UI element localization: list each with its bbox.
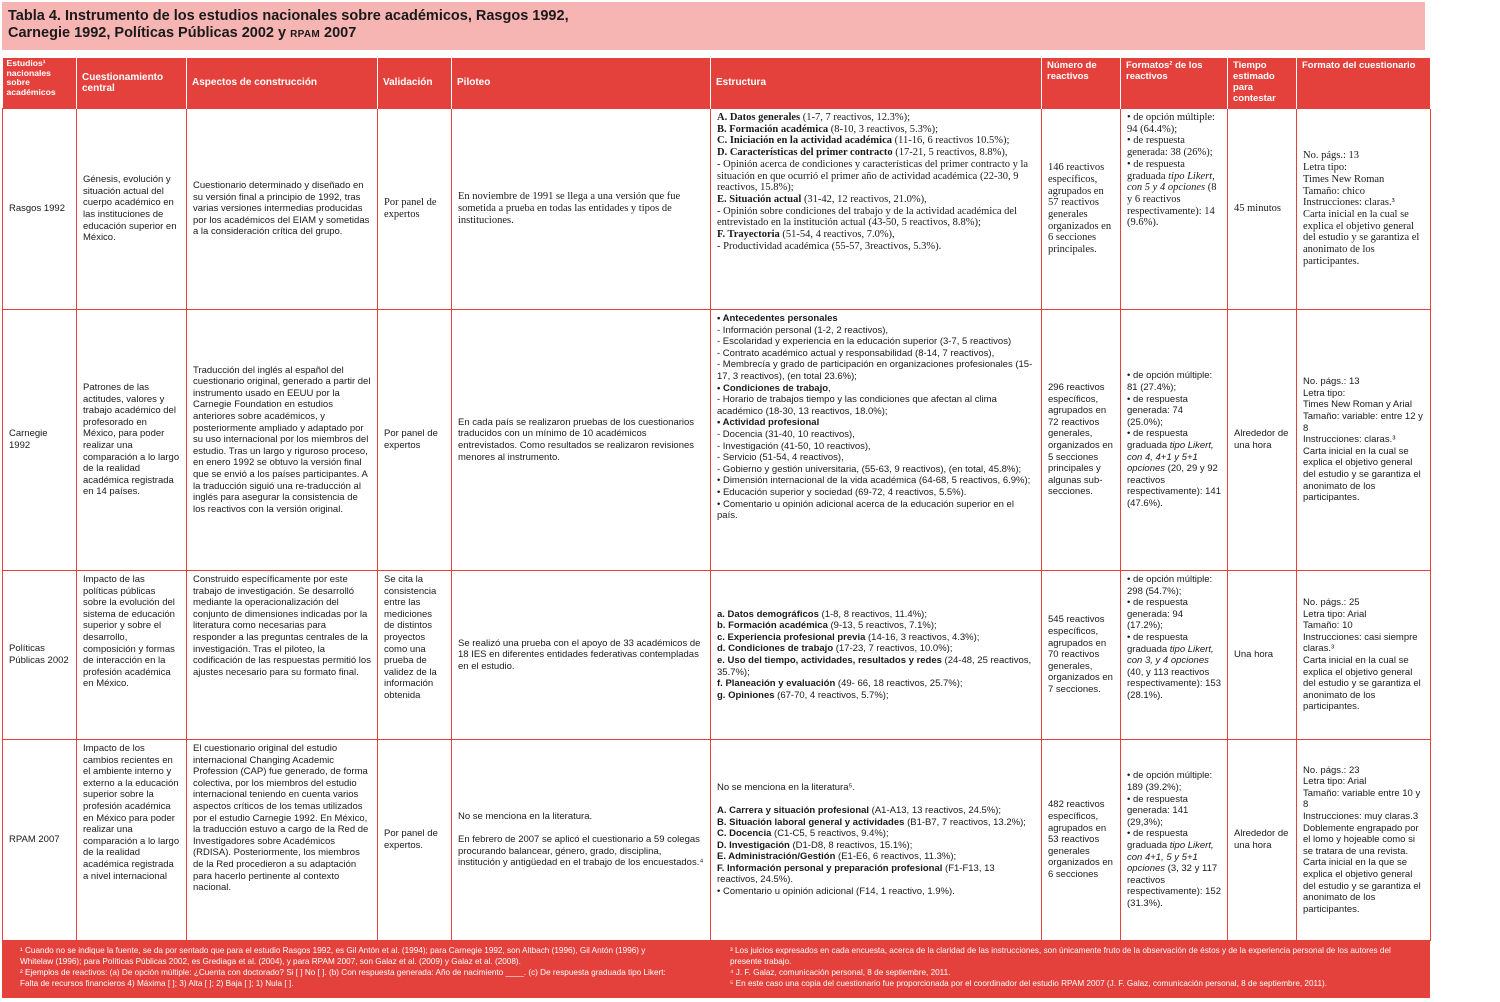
estructura-item [717, 475, 1035, 487]
cell-piloteo: Se realizó una prueba con el apoyo de 33 académicos de 18 IES en diferentes entidades federativas contempladas en el estudio. [452, 571, 711, 740]
cell-aspectos: El cuestionario original del estudio internacional Changing Academic Profession (CAP) fue generado, de forma colectiva, por los miembros del estudio internacional teniendo en cuenta varios aspectos críticos de los temas utilizados por el estudio Carnegie 1992. En México, la traducción estuvo a cargo de la Red de Investigadores sobre Académicos (RDISA). Posteriormente, los miembros de la Red procedieron a su adaptación para hacerlo pertinente al contexto nacional. [187, 740, 378, 941]
estructura-item [717, 452, 1035, 464]
footnote-2: ² Ejemplos de reactivos: (a) De opción múltiple: ¿Cuenta con doctorado? Si [ ] No [ ]. (b) Con respuesta generada: Año de nacimiento ____. (c) De respuesta graduada tipo Likert: Falta de recursos financieros 4) Máxima [ ]; 3) Alta [ ]; 2) Baja [ ]; 1) Nula [ ]. [20, 968, 666, 988]
estructura-item [717, 632, 1035, 644]
formato-item: • de respuesta graduada tipo Likert, con 3, y 4 opciones (40, y 113 reactivos respectivamente): 153 (28.1%). [1127, 631, 1221, 701]
formato-item: • de respuesta graduada tipo Likert, con 5 y 4 opciones (8 y 6 reactivos respectivamente): 14 (9.6%). [1127, 158, 1217, 229]
formato-cuestionario-line: Times New Roman y Arial [1303, 399, 1412, 411]
formato-cuestionario-line: Times New Roman [1303, 173, 1385, 185]
formato-cuestionario-line: No. págs.: 25 [1303, 597, 1360, 609]
cell-aspectos: Construido específicamente por este trabajo de investigación. Se desarrolló mediante la operacionalización del conjunto de dimensiones indicadas por la literatura como necesarias para responder a las preguntas centrales de la investigación. Tras el piloteo, la codificación de las respuestas permitió los ajustes necesario para su formato final. [187, 571, 378, 740]
formato-cuestionario-line: Letra tipo: Arial [1303, 776, 1367, 788]
formato-cuestionario-line: Tamaño: 10 [1303, 620, 1353, 632]
formato-cuestionario-line: Carta inicial en la cual se explica el objetivo general del estudio y se garantiza el anonimato de los participantes. [1303, 445, 1421, 504]
cell-formatos [1121, 740, 1228, 941]
estructura-section-detail: (67-70, 4 reactivos, 5.7%); [774, 689, 889, 701]
formato-cuestionario-line: Carta inicial en la cual se explica el objetivo general del estudio y se garantiza el anonimato de los participantes. [1303, 655, 1421, 713]
estructura-item [717, 336, 1035, 348]
estructura-item [717, 620, 1035, 632]
estructura-section-label: B. Situación laboral general y actividades [717, 816, 905, 828]
formato-item: • de opción múltiple: 81 (27.4%); [1127, 370, 1213, 394]
estructura-item [717, 840, 1035, 852]
formato-cuestionario-line: Instrucciones: casi siempre claras.³ [1303, 631, 1418, 655]
cell-tiempo: Alrededor de una hora [1228, 740, 1297, 941]
estructura-item [717, 112, 1035, 124]
estructura-section-label: D. Características del primer contracto [717, 147, 893, 159]
footnote-3: ³ Los juicios expresados en cada encuesta, acerca de la claridad de las instrucciones, son únicamente fruto de la observación de éstos y de la experiencia personal de los autores del presente trabajo. [730, 946, 1391, 966]
estructura-section-label: B. Formación académica [717, 123, 829, 135]
title-line-2-pre: Carnegie 1992, Políticas Públicas 2002 y [8, 25, 291, 41]
estructura-item [717, 206, 1035, 229]
table-row [3, 109, 1431, 310]
cell-piloteo [452, 740, 711, 941]
header-cuestionamiento: Cuestionamiento central [77, 58, 187, 109]
estructura-section-detail: (24-48, 25 reactivos, 35.7%); [717, 655, 1032, 678]
estructura-section-detail: - Docencia (31-40, 10 reactivos), [717, 428, 855, 440]
estructura-section-detail: - Horario de trabajos tiempo y las condiciones que afectan al clima académico (18-30, 13 reactivos, 18.0%); [717, 394, 997, 417]
table-row [3, 740, 1431, 941]
cell-numero: 545 reactivos específicos, agrupados en 70 reactivos generales, organizados en 7 secciones. [1042, 571, 1121, 740]
cell-tiempo: Alrededor de una hora [1228, 310, 1297, 571]
footnotes-left [20, 945, 670, 989]
estructura-item [717, 863, 1035, 886]
formato-cuestionario-line: Instrucciones: claras.³ [1303, 434, 1396, 446]
formato-item: • de respuesta generada: 94 (17.2%); [1127, 597, 1188, 632]
estructura-section-detail: (1-7, 7 reactivos, 12.3%); [800, 112, 911, 123]
formato-cuestionario-line: Carta inicial en la que se explica el objetivo general del estudio y se garantiza el anonimato de los participantes. [1303, 857, 1421, 915]
cell-estructura [711, 109, 1042, 310]
cell-formato-cuestionario [1297, 109, 1431, 310]
estructura-item [717, 441, 1035, 453]
estructura-section-detail: (1-8, 8 reactivos, 11.4%); [818, 608, 927, 620]
cell-numero: 146 reactivos específicos, agrupados en 57 reactivos generales organizados en 6 secciones principales. [1042, 109, 1121, 310]
formato-cuestionario-line: No. págs.: 13 [1303, 150, 1359, 162]
estructura-section-label: g. Opiniones [717, 689, 775, 701]
table-row [3, 310, 1431, 571]
estructura-section-detail: (D1-D8, 8 reactivos, 15.1%); [789, 839, 913, 851]
header-formatos: Formatos² de los reactivos [1121, 58, 1228, 109]
table-body [3, 109, 1431, 941]
cell-estructura [711, 740, 1042, 941]
estructura-item [717, 194, 1035, 206]
estructura-item [717, 313, 1035, 325]
instrument-table [2, 58, 1431, 941]
cell-numero: 296 reactivos específicos, agrupados en 72 reactivos generales, organizados en 5 secciones principales y algunas sub-secciones. [1042, 310, 1121, 571]
estructura-section-label: d. Condiciones de trabajo [717, 643, 834, 655]
cell-formato-cuestionario [1297, 310, 1431, 571]
cell-cuestionamiento: Génesis, evolución y situación actual del cuerpo académico en las instituciones de educación superior en México. [77, 109, 187, 310]
estructura-item [717, 886, 1035, 898]
cell-estructura [711, 310, 1042, 571]
estructura-item [717, 417, 1035, 429]
formato-item: • de opción múltiple: 189 (39.2%); [1127, 770, 1213, 794]
estructura-section-detail: • Comentario u opinión adicional (F14, 1 reactivo, 1.9%). [717, 886, 955, 898]
estructura-section-detail: (9-13, 5 reactivos, 7.1%); [827, 620, 937, 632]
estructura-section-label: • Antecedentes personales [717, 313, 838, 324]
formato-cuestionario-line: Tamaño: variable entre 10 y 8 [1303, 787, 1421, 811]
formato-item: • de respuesta generada: 38 (26%); [1127, 135, 1213, 159]
cell-estudio: RPAM 2007 [3, 740, 77, 941]
estructura-section-detail: (17-21, 5 reactivos, 8.8%), [892, 147, 1008, 159]
formato-item: • de respuesta generada: 141 (29,3%); [1127, 793, 1189, 828]
estructura-section-detail: (14-16, 3 reactivos, 4.3%); [865, 631, 980, 643]
estructura-section-label: • Condiciones de trabajo [717, 382, 829, 394]
estructura-section-detail: (11-16, 6 reactivos 10.5%); [892, 135, 1010, 147]
formato-item: • de respuesta graduada tipo Likert, con 4+1, 5 y 5+1 opciones (3, 32 y 117 reactivos respectivamente): 152 (31.3%). [1127, 828, 1221, 909]
formato-item: • de respuesta generada: 74 (25.0%); [1127, 393, 1188, 428]
estructura-item [717, 383, 1035, 395]
estructura-item [717, 499, 1035, 522]
estructura-section-detail: • Comentario u opinión adicional acerca de la educación superior en el país. [717, 498, 1014, 522]
formato-item: • de opción múltiple: 298 (54.7%); [1127, 574, 1213, 597]
estructura-section-label: E. Situación actual [717, 193, 802, 205]
estructura-section-detail: - Contrato académico actual y responsabilidad (8-14, 7 reactivos), [717, 347, 995, 359]
cell-cuestionamiento: Impacto de los cambios recientes en el ambiente interno y externo a la educación superior sobre la profesión académica en México para poder realizar una comparación a lo largo de la realidad académica registrada a nivel internacional [77, 740, 187, 941]
estructura-section-detail: (17-23, 7 reactivos, 10.0%); [833, 643, 953, 655]
table-row [3, 571, 1431, 740]
estructura-section-label: E. Administración/Gestión [717, 851, 836, 863]
estructura-item [717, 828, 1035, 840]
estructura-item [717, 394, 1035, 417]
estructura-section-detail: - Gobierno y gestión universitaria, (55-63, 9 reactivos), (en total, 45.8%); [717, 463, 1022, 475]
footnote-1: ¹ Cuando no se indique la fuente, se da por sentado que para el estudio Rasgos 1992, es Gil Antón et al. (1994); para Carnegie 1992, son Altbach (1996), Gil Antón (1996) y Whitelaw (1996); para Políticas Públicas 2002, es Grediaga et al. (2004), y para RPAM 2007, son Galaz et al. (2009) y Galaz et al. (2008). [20, 946, 646, 966]
cell-validacion: Por panel de expertos [378, 109, 452, 310]
estructura-section-label: D. Investigación [717, 839, 790, 851]
cell-validacion: Se cita la consistencia entre las mediciones de distintos proyectos como una prueba de validez de la información obtenida [378, 571, 452, 740]
cell-formato-cuestionario [1297, 740, 1431, 941]
footnote-4: ⁴ J. F. Galaz, comunicación personal, 8 de septiembre, 2011. [730, 968, 951, 977]
estructura-item [717, 487, 1035, 499]
formato-cuestionario-line: Letra tipo: [1303, 387, 1346, 399]
cell-formatos [1121, 310, 1228, 571]
table-title-box [2, 2, 1425, 50]
estructura-section-detail: (49- 66, 18 reactivos, 25.7%); [835, 678, 963, 690]
estructura-section-detail: - Opinión sobre condiciones del trabajo y de la actividad académica del entrevistado en la institución actual (43-50, 5 reactivos, 8.8%); [717, 205, 1018, 229]
table-title-line-1: Tabla 4. Instrumento de los estudios nacionales sobre académicos, Rasgos 1992, [8, 8, 569, 24]
header-validacion: Validación [378, 58, 452, 109]
cell-formatos [1121, 109, 1228, 310]
cell-piloteo: En noviembre de 1991 se llega a una versión que fue sometida a prueba en todas las entidades y tipos de instituciones. [452, 109, 711, 310]
cell-piloteo: En cada país se realizaron pruebas de los cuestionarios traducidos con un mínimo de 10 académicos entrevistados. Como resultados se realizaron revisiones menores al instrumento. [452, 310, 711, 571]
cell-validacion: Por panel de expertos. [378, 740, 452, 941]
estructura-section-detail: - Servicio (51-54, 4 reactivos), [717, 452, 844, 464]
estructura-item [717, 817, 1035, 829]
header-estructura: Estructura [711, 58, 1042, 109]
estructura-section-label: a. Datos demográficos [717, 608, 819, 620]
estructura-item [717, 429, 1035, 441]
footnotes-right [730, 945, 1420, 989]
footnote-5: ⁵ En este caso una copia del cuestionario fue proporcionada por el coordinador del estudio RPAM 2007 (J. F. Galaz, comunicación personal, 8 de septiembre, 2011). [730, 979, 1328, 988]
estructura-item [717, 325, 1035, 337]
estructura-item [717, 805, 1035, 817]
piloteo-detail: En febrero de 2007 se aplicó el cuestionario a 59 colegas procurando balancear, género, grado, disciplina, institución y antigüedad en el trabajo de los encuestados.⁴ [458, 833, 704, 869]
header-numero: Número de reactivos [1042, 58, 1121, 109]
table-title-line-2 [8, 25, 1419, 43]
estructura-section-detail: (C1-C5, 5 reactivos, 9.4%); [771, 828, 889, 840]
cell-cuestionamiento: Patrones de las actitudes, valores y trabajo académico del profesorado en México, para poder realizar una comparación a lo largo de la realidad académica registrada en 14 países. [77, 310, 187, 571]
formato-cuestionario-line: Letra tipo: Arial [1303, 608, 1367, 620]
estructura-item [717, 159, 1035, 194]
cell-estudio: Rasgos 1992 [3, 109, 77, 310]
cell-estructura [711, 571, 1042, 740]
cell-estudio: Carnegie 1992 [3, 310, 77, 571]
header-piloteo: Piloteo [452, 58, 711, 109]
estructura-section-label: e. Uso del tiempo, actividades, resultados y redes [717, 655, 942, 666]
header-tiempo: Tiempo estimado para contestar [1228, 58, 1297, 109]
estructura-section-detail: (31-42, 12 reactivos, 21.0%), [801, 193, 927, 205]
estructura-item [717, 147, 1035, 159]
estructura-section-detail: (51-54, 4 reactivos, 7.0%), [779, 229, 895, 241]
estructura-item [717, 135, 1035, 147]
estructura-section-detail: - Escolaridad y experiencia en la educación superior (3-7, 5 reactivos) [717, 336, 1012, 348]
formato-cuestionario-line: Instrucciones: muy claras.3 [1303, 811, 1419, 823]
estructura-section-label: C. Docencia [717, 828, 772, 840]
estructura-intro: No se menciona en la literatura⁵. [717, 782, 856, 794]
table-footnotes [2, 940, 1430, 998]
cell-estudio: Políticas Públicas 2002 [3, 571, 77, 740]
cell-validacion: Por panel de expertos [378, 310, 452, 571]
estructura-section-detail: (A1-A13, 13 reactivos, 24.5%); [869, 804, 1002, 816]
title-rpam: RPAM [290, 29, 321, 40]
cell-aspectos: Cuestionario determinado y diseñado en su versión final a principio de 1992, tras varias versiones intermedias producidas por los académicos del EIAM y sometidas a la consideración crítica del grupo. [187, 109, 378, 310]
estructura-section-label: C. Iniciación en la actividad académica [717, 135, 892, 147]
cell-aspectos: Traducción del inglés al español del cuestionario original, generado a partir del instrumento usado en EEUU por la Carnegie Foundation en estudios anteriores sobre académicos, y posteriormente ampliado y adaptado por su uso internacional por los miembros del estudio. Tras un largo y riguroso proceso, en enero 1992 se obtuvo la versión final que se envió a los países participantes. A la traducción siguió una re-traducción al inglés para asegurar la consistencia de los reactivos con la versión original. [187, 310, 378, 571]
estructura-section-label: A. Carrera y situación profesional [717, 804, 870, 816]
header-formato-cuestionario: Formato del cuestionario [1297, 58, 1431, 109]
estructura-section-detail: (F1-F13, 13 reactivos, 24.5%). [717, 862, 995, 886]
formato-cuestionario-line: Instrucciones: claras.³ [1303, 197, 1395, 209]
estructura-item [717, 643, 1035, 655]
estructura-item [717, 348, 1035, 360]
estructura-section-detail: - Membrecía y grado de participación en organizaciones profesionales (15-17, 3 reactivos), (en total 23.6%); [717, 359, 1033, 382]
estructura-section-detail: (8-10, 3 reactivos, 5.3%); [828, 123, 939, 135]
estructura-section-label: c. Experiencia profesional previa [717, 631, 866, 643]
header-row [3, 58, 1431, 109]
estructura-section-label: f. Planeación y evaluación [717, 678, 836, 690]
cell-tiempo: 45 minutos [1228, 109, 1297, 310]
estructura-section-label: b. Formación académica [717, 620, 828, 632]
estructura-item [717, 359, 1035, 382]
estructura-item [717, 690, 1035, 702]
formato-item: • de opción múltiple: 94 (64.4%); [1127, 112, 1215, 135]
estructura-item [717, 678, 1035, 690]
title-line-2-post: 2007 [320, 25, 357, 41]
cell-tiempo: Una hora [1228, 571, 1297, 740]
estructura-section-detail: (E1-E6, 6 reactivos, 11.3%); [835, 851, 957, 863]
estructura-list [717, 805, 1035, 898]
estructura-item [717, 464, 1035, 476]
estructura-section-detail: (B1-B7, 7 reactivos, 13.2%); [904, 816, 1026, 828]
estructura-section-label: A. Datos generales [717, 112, 801, 123]
estructura-item [717, 851, 1035, 863]
cell-cuestionamiento: Impacto de las políticas públicas sobre la evolución del sistema de educación superior y sobre el desarrollo, composición y formas de interacción en la profesión académica en México. [77, 571, 187, 740]
header-estudios: Estudios¹ nacionales sobre académicos [3, 58, 77, 109]
formato-item: • de respuesta graduada tipo Likert, con 4, 4+1 y 5+1 opciones (20, 29 y 92 reactivos respectivamente): 141 (47.6%). [1127, 428, 1221, 509]
estructura-item [717, 229, 1035, 241]
estructura-section-detail: - Productividad académica (55-57, 3reactivos, 5.3%). [717, 240, 942, 252]
piloteo-note: No se menciona en la literatura. [458, 811, 593, 823]
formato-cuestionario-line: Doblemente engrapado por el lomo y hojeable como si se tratara de una revista. [1303, 822, 1419, 857]
cell-formatos [1121, 571, 1228, 740]
instrument-table-wrap [2, 58, 1430, 941]
estructura-section-detail: - Información personal (1-2, 2 reactivos), [717, 324, 889, 336]
estructura-section-label: F. Información personal y preparación profesional [717, 862, 943, 874]
estructura-section-detail: • Educación superior y sociedad (69-72, 4 reactivos, 5.5%). [717, 486, 967, 498]
formato-cuestionario-line: Tamaño: variable: entre 12 y 8 [1303, 411, 1423, 434]
estructura-item [717, 124, 1035, 136]
estructura-section-detail: , [828, 382, 831, 394]
estructura-item [717, 655, 1035, 678]
estructura-item [717, 609, 1035, 621]
formato-cuestionario-line: Letra tipo: [1303, 162, 1348, 174]
estructura-section-detail: - Opinión acerca de condiciones y características del primer contracto y la situación en que ocurrió el primer año de actividad académica (22-30, 9 reactivos, 15.8%); [717, 158, 1029, 194]
estructura-section-label: F. Trayectoria [717, 229, 780, 241]
formato-cuestionario-line: No. págs.: 23 [1303, 764, 1360, 776]
formato-cuestionario-line: Carta inicial en la cual se explica el objetivo general del estudio y se garantiza el anonimato de los participantes. [1303, 209, 1420, 267]
formato-cuestionario-line: No. págs.: 13 [1303, 376, 1360, 388]
estructura-section-label: • Actividad profesional [717, 417, 820, 429]
estructura-section-detail: • Dimensión internacional de la vida académica (64-68, 5 reactivos, 6.9%); [717, 475, 1031, 487]
estructura-item [717, 241, 1035, 253]
estructura-section-detail: - Investigación (41-50, 10 reactivos), [717, 440, 871, 452]
cell-formato-cuestionario [1297, 571, 1431, 740]
header-aspectos: Aspectos de construcción [187, 58, 378, 109]
formato-cuestionario-line: Tamaño: chico [1303, 185, 1365, 197]
cell-numero: 482 reactivos específicos, agrupados en 53 reactivos generales organizados en 6 secciones [1042, 740, 1121, 941]
